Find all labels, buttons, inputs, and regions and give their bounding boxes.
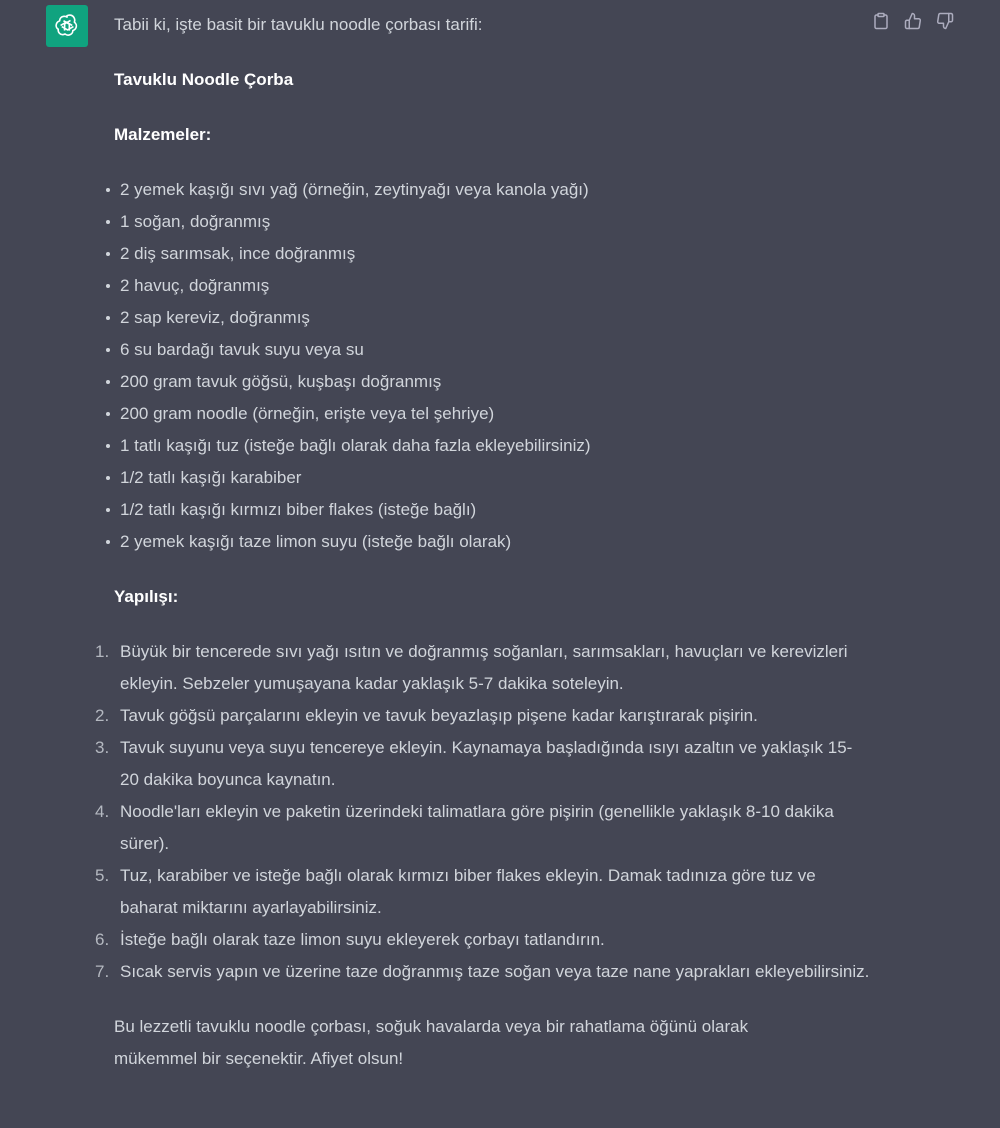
ingredient-item: 2 havuç, doğranmış bbox=[114, 270, 874, 302]
message-actions bbox=[870, 10, 955, 31]
step-text: Tavuk göğsü parçalarını ekleyin ve tavuk beyazlaşıp pişene kadar karıştırarak pişirin. bbox=[120, 706, 758, 725]
thumbs-down-button[interactable] bbox=[934, 10, 955, 31]
recipe-title: Tavuklu Noodle Çorba bbox=[114, 70, 294, 89]
assistant-avatar bbox=[46, 5, 88, 47]
step-number: 6. bbox=[95, 930, 110, 949]
step-item bbox=[95, 732, 870, 796]
step-item bbox=[95, 636, 870, 700]
ingredients-title: Malzemeler: bbox=[114, 125, 212, 144]
outro-text: Bu lezzetli tavuklu noodle çorbası, soğuk havalarda veya bir rahatlama öğünü olarak mükemmel bir seçenektir. Afiyet olsun! bbox=[114, 1017, 749, 1068]
ingredients-list bbox=[114, 174, 874, 558]
step-number: 2. bbox=[95, 706, 110, 725]
steps-title: Yapılışı: bbox=[114, 587, 179, 606]
ingredient-item: 200 gram tavuk göğsü, kuşbaşı doğranmış bbox=[114, 366, 874, 398]
step-item bbox=[95, 956, 870, 988]
step-text: Tavuk suyunu veya suyu tencereye ekleyin. Kaynamaya başladığında ısıyı azaltın ve yaklaşık 15-20 dakika boyunca kaynatın. bbox=[120, 738, 853, 789]
ingredient-item: 2 sap kereviz, doğranmış bbox=[114, 302, 874, 334]
step-number: 5. bbox=[95, 866, 110, 885]
thumbs-up-icon bbox=[904, 12, 922, 30]
step-text: İsteğe bağlı olarak taze limon suyu ekleyerek çorbayı tatlandırın. bbox=[120, 930, 605, 949]
ingredient-item: 200 gram noodle (örneğin, erişte veya tel şehriye) bbox=[114, 398, 874, 430]
intro-text: Tabii ki, işte basit bir tavuklu noodle çorbası tarifi: bbox=[114, 15, 483, 34]
step-number: 3. bbox=[95, 738, 110, 757]
ingredient-item: 1/2 tatlı kaşığı kırmızı biber flakes (isteğe bağlı) bbox=[114, 494, 874, 526]
message-content bbox=[95, 9, 874, 1075]
step-text: Tuz, karabiber ve isteğe bağlı olarak kırmızı biber flakes ekleyin. Damak tadınıza göre tuz ve baharat miktarını ayarlayabilirsiniz. bbox=[120, 866, 816, 917]
step-item bbox=[95, 860, 870, 924]
steps-list bbox=[95, 636, 874, 988]
ingredient-item: 1 soğan, doğranmış bbox=[114, 206, 874, 238]
thumbs-down-icon bbox=[936, 12, 954, 30]
ingredient-item: 2 yemek kaşığı taze limon suyu (isteğe bağlı olarak) bbox=[114, 526, 874, 558]
step-number: 1. bbox=[95, 642, 110, 661]
step-item bbox=[95, 924, 870, 956]
step-text: Büyük bir tencerede sıvı yağı ısıtın ve doğranmış soğanları, sarımsakları, havuçları ve kerevizleri ekleyin. Sebzeler yumuşayana kadar yaklaşık 5-7 dakika soteleyin. bbox=[120, 642, 848, 693]
step-number: 4. bbox=[95, 802, 110, 821]
ingredient-item: 6 su bardağı tavuk suyu veya su bbox=[114, 334, 874, 366]
step-text: Noodle'ları ekleyin ve paketin üzerindeki talimatlara göre pişirin (genellikle yaklaşık 8-10 dakika sürer). bbox=[120, 802, 834, 853]
step-number: 7. bbox=[95, 962, 110, 981]
ingredient-item: 1/2 tatlı kaşığı karabiber bbox=[114, 462, 874, 494]
thumbs-up-button[interactable] bbox=[902, 10, 923, 31]
copy-icon bbox=[872, 12, 890, 30]
ingredient-item: 2 diş sarımsak, ince doğranmış bbox=[114, 238, 874, 270]
ingredient-item: 2 yemek kaşığı sıvı yağ (örneğin, zeytinyağı veya kanola yağı) bbox=[114, 174, 874, 206]
step-text: Sıcak servis yapın ve üzerine taze doğranmış taze soğan veya taze nane yaprakları ekleyebilirsiniz. bbox=[120, 962, 870, 981]
openai-logo-icon bbox=[53, 12, 81, 40]
step-item bbox=[95, 796, 870, 860]
step-item bbox=[95, 700, 870, 732]
ingredient-item: 1 tatlı kaşığı tuz (isteğe bağlı olarak daha fazla ekleyebilirsiniz) bbox=[114, 430, 874, 462]
